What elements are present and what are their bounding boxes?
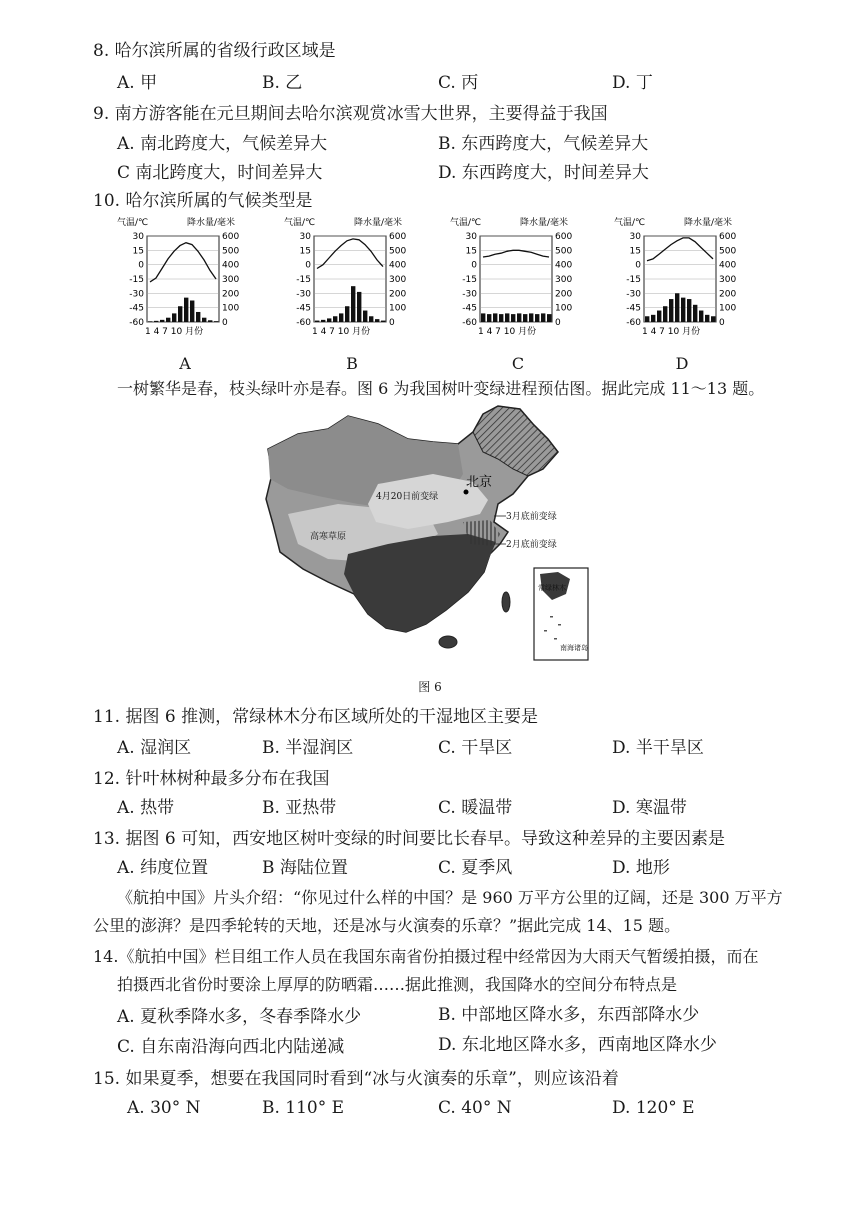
month-ticks: 1 4 7 10 月份 xyxy=(312,327,371,337)
precip-bar xyxy=(315,321,319,322)
precip-bar xyxy=(381,321,385,322)
temp-tick: -45 xyxy=(626,303,641,314)
temp-tick: 0 xyxy=(471,260,477,271)
q14-option-c: C. 自东南沿海向西北内陆递减 xyxy=(117,1037,345,1057)
temp-tick: 30 xyxy=(299,232,311,242)
precip-tick: 0 xyxy=(719,318,725,328)
precip-bar xyxy=(493,313,497,322)
climate-chart-label: C xyxy=(511,354,525,373)
precip-bar xyxy=(148,321,152,322)
q14-option-d: D. 东北地区降水多，西南地区降水少 xyxy=(438,1035,717,1055)
precip-bar xyxy=(511,314,515,322)
precip-bar xyxy=(190,301,194,323)
q14-option-b: B. 中部地区降水多，东西部降水少 xyxy=(438,1005,700,1025)
temp-tick: 0 xyxy=(305,260,311,271)
precip-bar xyxy=(687,299,691,322)
q12-option-d: D. 寒温带 xyxy=(612,798,687,818)
precip-bar xyxy=(172,313,176,322)
precip-tick: 200 xyxy=(222,289,240,300)
intro-passage-2-line2: 公里的澎湃？是四季轮转的天地，还是冰与火演奏的乐章？”据此完成 14、15 题。 xyxy=(93,916,681,935)
temperature-curve xyxy=(647,238,713,261)
precip-tick: 600 xyxy=(389,232,407,242)
precip-axis-title: 降水量/毫米 xyxy=(684,218,733,228)
hainan xyxy=(439,636,457,648)
precip-tick: 500 xyxy=(555,246,573,257)
precip-bar xyxy=(178,306,182,322)
precip-bar xyxy=(645,316,649,322)
question-10-stem: 10. 哈尔滨所属的气候类型是 xyxy=(93,191,313,211)
temp-tick: 30 xyxy=(629,232,641,242)
temp-tick: -60 xyxy=(129,318,144,328)
precip-bar xyxy=(693,305,697,322)
label-alpine-grassland: 高寒草原 xyxy=(310,532,347,542)
precip-tick: 300 xyxy=(389,275,407,285)
precip-bar xyxy=(160,320,164,322)
precip-tick: 400 xyxy=(719,260,737,271)
climate-chart-label: B xyxy=(346,354,358,373)
precip-axis-title: 降水量/毫米 xyxy=(187,218,236,228)
temp-axis-title: 气温/℃ xyxy=(450,218,482,228)
temp-tick: 15 xyxy=(132,246,144,257)
temp-tick: -15 xyxy=(626,275,641,285)
temp-tick: -45 xyxy=(462,303,477,314)
precip-tick: 200 xyxy=(719,289,737,300)
precip-tick: 500 xyxy=(222,246,240,257)
intro-passage-1: 一树繁华是春，枝头绿叶亦是春。图 6 为我国树叶变绿进程预估图。据此完成 11～13 题。 xyxy=(117,379,765,398)
temperature-curve xyxy=(483,250,549,257)
precip-bar xyxy=(208,320,212,322)
temp-tick: 0 xyxy=(635,260,641,271)
label-south-sea-islands: 南海诸岛 xyxy=(560,644,588,652)
temp-tick: -15 xyxy=(462,275,477,285)
precip-tick: 200 xyxy=(389,289,407,300)
precip-bar xyxy=(481,313,485,322)
q15-option-a: A. 30° N xyxy=(127,1098,201,1118)
q13-option-b: B 海陆位置 xyxy=(262,858,348,878)
month-ticks: 1 4 7 10 月份 xyxy=(642,327,701,337)
climate-chart-C xyxy=(448,214,588,374)
temp-tick: -60 xyxy=(626,318,641,328)
q13-option-d: D. 地形 xyxy=(612,858,670,878)
label-evergreen: 常绿林木 xyxy=(538,584,566,592)
precip-bar xyxy=(505,313,509,322)
q13-option-a: A. 纬度位置 xyxy=(117,858,209,878)
precip-bar xyxy=(327,318,331,322)
q12-option-b: B. 亚热带 xyxy=(262,798,337,818)
climate-chart-D xyxy=(612,214,752,374)
temp-tick: 30 xyxy=(132,232,144,242)
temp-tick: -15 xyxy=(129,275,144,285)
precip-bar xyxy=(547,314,551,322)
temp-tick: 15 xyxy=(629,246,641,257)
q11-option-a: A. 湿润区 xyxy=(117,738,192,758)
precip-bar xyxy=(154,321,158,322)
climate-chart-svg xyxy=(115,214,255,354)
precip-bar xyxy=(541,313,545,322)
q15-option-d: D. 120° E xyxy=(612,1098,695,1118)
q11-option-d: D. 半干旱区 xyxy=(612,738,704,758)
q8-option-a: A. 甲 xyxy=(117,73,158,93)
taiwan xyxy=(502,592,510,612)
beijing-dot xyxy=(464,490,469,495)
temp-tick: -45 xyxy=(129,303,144,314)
question-12-stem: 12. 针叶林树种最多分布在我国 xyxy=(93,769,330,789)
precip-bar xyxy=(675,293,679,322)
q14-option-a: A. 夏秋季降水多，冬春季降水少 xyxy=(117,1007,362,1027)
temp-tick: -30 xyxy=(462,289,477,300)
precip-bar xyxy=(196,312,200,322)
question-9-stem: 9. 南方游客能在元旦期间去哈尔滨观赏冰雪大世界，主要得益于我国 xyxy=(93,104,608,124)
temp-axis-title: 气温/℃ xyxy=(614,218,646,228)
precip-tick: 300 xyxy=(719,275,737,285)
q9-option-b: B. 东西跨度大，气候差异大 xyxy=(438,134,649,154)
precip-bar xyxy=(535,314,539,322)
month-ticks: 1 4 7 10 月份 xyxy=(478,327,537,337)
temp-axis-title: 气温/℃ xyxy=(117,218,149,228)
question-13-stem: 13. 据图 6 可知，西安地区树叶变绿的时间要比长春早。导致这种差异的主要因素是 xyxy=(93,829,726,849)
china-leaf-greening-map xyxy=(258,404,598,668)
temp-tick: -45 xyxy=(296,303,311,314)
precip-axis-title: 降水量/毫米 xyxy=(354,218,403,228)
temperature-curve xyxy=(317,239,383,269)
precip-tick: 600 xyxy=(555,232,573,242)
precip-axis-title: 降水量/毫米 xyxy=(520,218,569,228)
precip-bar xyxy=(214,321,218,322)
precip-bar xyxy=(699,311,703,322)
precip-tick: 400 xyxy=(555,260,573,271)
precip-tick: 400 xyxy=(389,260,407,271)
temperature-curve xyxy=(150,243,216,282)
question-15-stem: 15. 如果夏季，想要在我国同时看到“冰与火演奏的乐章”，则应该沿着 xyxy=(93,1069,619,1089)
precip-bar xyxy=(523,314,527,322)
precip-bar xyxy=(369,316,373,322)
label-feb-end: 2月底前变绿 xyxy=(506,540,557,550)
precip-bar xyxy=(375,319,379,322)
precip-bar xyxy=(351,286,355,322)
precip-bar xyxy=(487,314,491,322)
label-april20: 4月20日前变绿 xyxy=(376,492,439,502)
precip-bar xyxy=(345,306,349,322)
precip-bar xyxy=(681,298,685,322)
precip-tick: 0 xyxy=(389,318,395,328)
precip-tick: 0 xyxy=(555,318,561,328)
precip-tick: 100 xyxy=(719,303,737,314)
precip-tick: 100 xyxy=(555,303,573,314)
precip-bar xyxy=(321,320,325,322)
precip-bar xyxy=(651,315,655,322)
precip-bar xyxy=(363,311,367,322)
q9-option-a: A. 南北跨度大，气候差异大 xyxy=(117,134,328,154)
precip-tick: 0 xyxy=(222,318,228,328)
precip-bar xyxy=(499,314,503,322)
precip-bar xyxy=(357,292,361,322)
precip-bar xyxy=(657,311,661,322)
question-8-stem: 8. 哈尔滨所属的省级行政区域是 xyxy=(93,41,336,61)
intro-passage-2-line1: 《航拍中国》片头介绍：“你见过什么样的中国？是 960 万平方公里的辽阔，还是 300 万平方 xyxy=(117,888,783,907)
climate-chart-label: A xyxy=(179,354,191,373)
temp-tick: 15 xyxy=(299,246,311,257)
precip-bar xyxy=(333,316,337,322)
climate-chart-svg xyxy=(448,214,588,354)
q8-option-b: B. 乙 xyxy=(262,73,303,93)
precip-bar xyxy=(517,313,521,322)
precip-bar xyxy=(669,299,673,322)
question-14-stem-line2: 拍摄西北省份时要涂上厚厚的防晒霜……据此推测，我国降水的空间分布特点是 xyxy=(117,975,678,994)
q15-option-c: C. 40° N xyxy=(438,1098,512,1118)
q8-option-d: D. 丁 xyxy=(612,73,653,93)
q11-option-c: C. 干旱区 xyxy=(438,738,513,758)
q9-option-d: D. 东西跨度大，时间差异大 xyxy=(438,163,649,183)
temp-axis-title: 气温/℃ xyxy=(284,218,316,228)
question-11-stem: 11. 据图 6 推测，常绿林木分布区域所处的干湿地区主要是 xyxy=(93,707,539,727)
temp-tick: -60 xyxy=(462,318,477,328)
month-ticks: 1 4 7 10 月份 xyxy=(145,327,204,337)
precip-tick: 300 xyxy=(222,275,240,285)
q11-option-b: B. 半湿润区 xyxy=(262,738,354,758)
precip-tick: 600 xyxy=(222,232,240,242)
climate-chart-svg xyxy=(282,214,422,354)
temp-tick: -30 xyxy=(129,289,144,300)
precip-bar xyxy=(166,318,170,322)
q12-option-a: A. 热带 xyxy=(117,798,175,818)
precip-tick: 500 xyxy=(719,246,737,257)
precip-bar xyxy=(202,318,206,322)
precip-tick: 300 xyxy=(555,275,573,285)
precip-bar xyxy=(184,298,188,322)
label-beijing: 北京 xyxy=(466,475,493,490)
climate-chart-B xyxy=(282,214,422,374)
temp-tick: -30 xyxy=(626,289,641,300)
temp-tick: 15 xyxy=(465,246,477,257)
climate-chart-label: D xyxy=(675,354,689,373)
temp-tick: -15 xyxy=(296,275,311,285)
q12-option-c: C. 暖温带 xyxy=(438,798,513,818)
precip-tick: 200 xyxy=(555,289,573,300)
precip-tick: 100 xyxy=(222,303,240,314)
climate-chart-A xyxy=(115,214,255,374)
precip-bar xyxy=(711,316,715,322)
climate-chart-svg xyxy=(612,214,752,354)
q9-option-c: C 南北跨度大，时间差异大 xyxy=(117,163,323,183)
q8-option-c: C. 丙 xyxy=(438,73,479,93)
temp-tick: -30 xyxy=(296,289,311,300)
precip-bar xyxy=(663,306,667,322)
precip-bar xyxy=(529,313,533,322)
precip-tick: 500 xyxy=(389,246,407,257)
precip-tick: 400 xyxy=(222,260,240,271)
label-march-end: 3月底前变绿 xyxy=(506,512,557,522)
q15-option-b: B. 110° E xyxy=(262,1098,345,1118)
q13-option-c: C. 夏季风 xyxy=(438,858,513,878)
temp-tick: 0 xyxy=(138,260,144,271)
temp-tick: 30 xyxy=(465,232,477,242)
precip-bar xyxy=(339,313,343,322)
precip-tick: 100 xyxy=(389,303,407,314)
precip-bar xyxy=(705,315,709,322)
question-14-stem-line1: 14.《航拍中国》栏目组工作人员在我国东南省份拍摄过程中经常因为大雨天气暂缓拍摄，而在 xyxy=(93,947,759,966)
figure-caption: 图 6 xyxy=(418,680,442,694)
temp-tick: -60 xyxy=(296,318,311,328)
precip-tick: 600 xyxy=(719,232,737,242)
